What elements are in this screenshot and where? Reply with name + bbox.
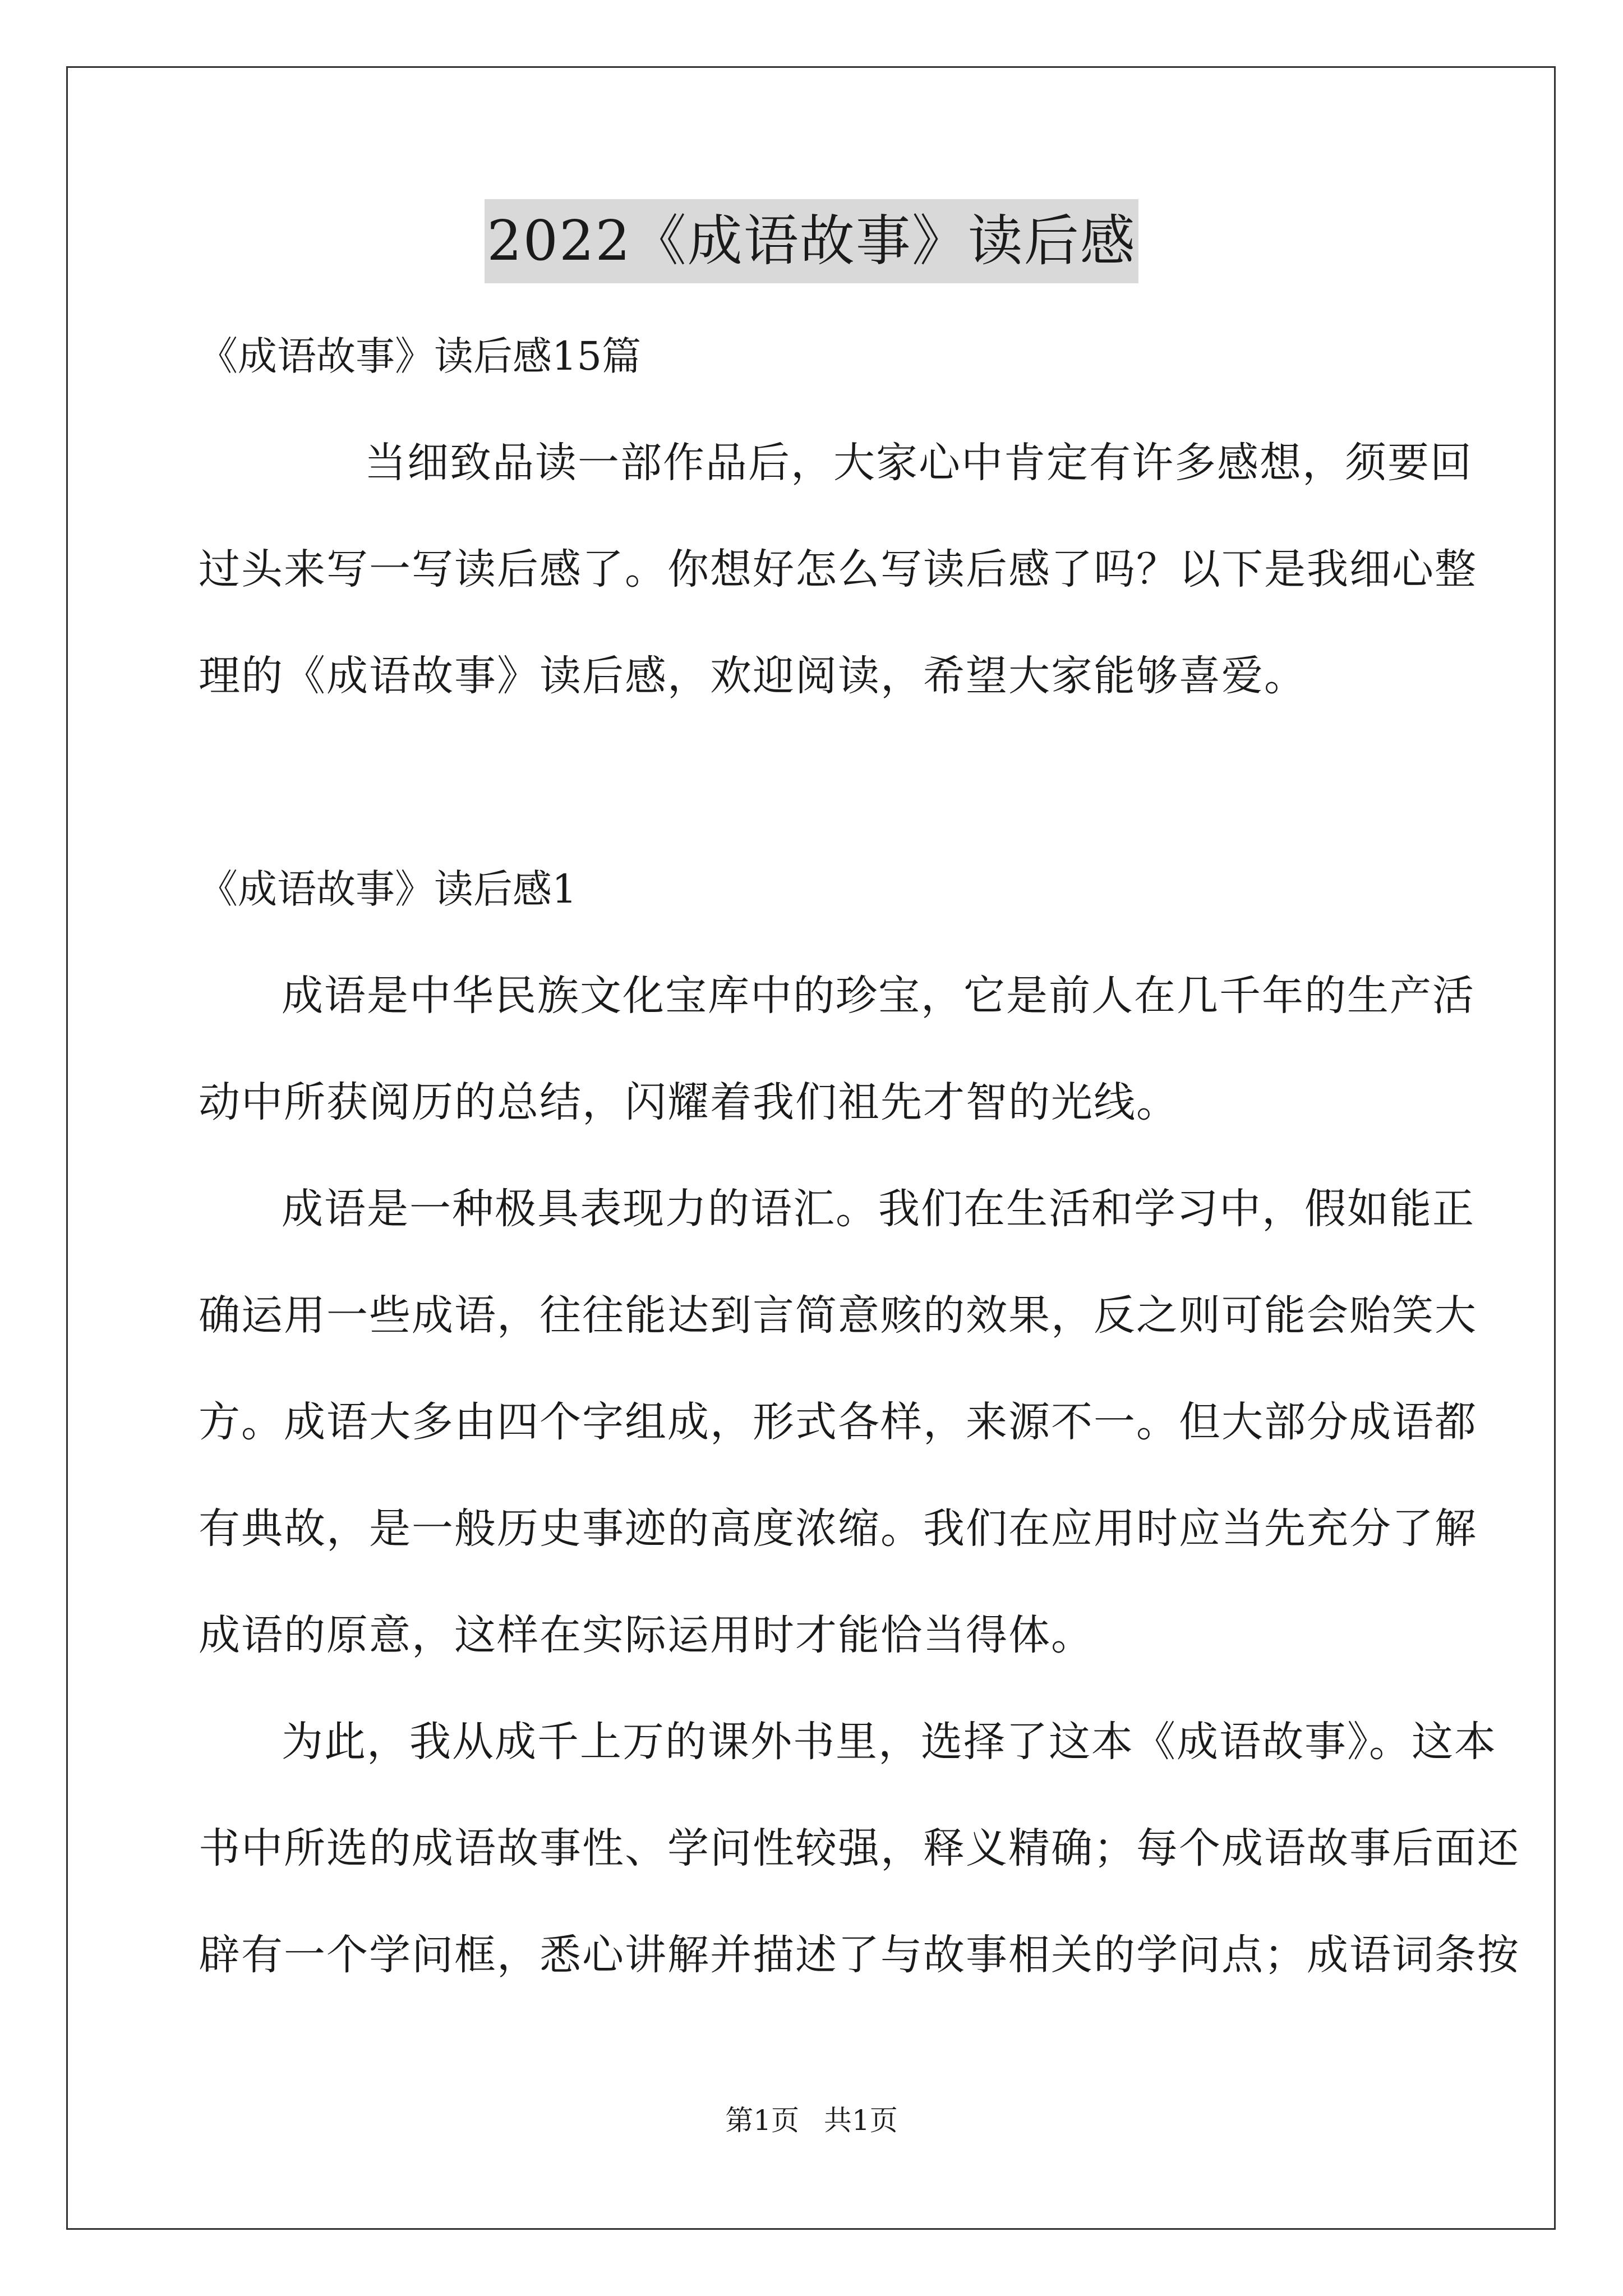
paragraph-line: 书中所选的成语故事性、学问性较强，释义精确；每个成语故事后面还 xyxy=(199,1824,1520,1872)
paragraph-line: 成语是中华民族文化宝库中的珍宝，它是前人在几千年的生产活 xyxy=(282,972,1475,1020)
intro-line: 当细致品读一部作品后，大家心中肯定有许多感想，须要回 xyxy=(365,439,1473,487)
intro-line: 理的《成语故事》读后感，欢迎阅读，希望大家能够喜爱。 xyxy=(199,652,1307,700)
intro-line: 过头来写一写读后感了。你想好怎么写读后感了吗？以下是我细心整 xyxy=(199,545,1477,593)
paragraph-line: 成语是一种极具表现力的语汇。我们在生活和学习中，假如能正 xyxy=(282,1185,1475,1233)
paragraph-line: 有典故，是一般历史事迹的高度浓缩。我们在应用时应当先充分了解 xyxy=(199,1504,1477,1553)
paragraph xyxy=(199,1156,1477,1688)
paragraph-line: 动中所获阅历的总结，闪耀着我们祖先才智的光线。 xyxy=(199,1078,1179,1126)
blank-line xyxy=(199,729,1430,836)
title-wrap xyxy=(0,199,1623,283)
paragraph-line: 辟有一个学问框，悉心讲解并描述了与故事相关的学问点；成语词条按 xyxy=(199,1931,1520,1979)
subtitle: 《成语故事》读后感15篇 xyxy=(199,333,642,379)
page-number-total: 共1页 xyxy=(823,2104,898,2137)
paragraph-line: 成语的原意，这样在实际运用时才能恰当得体。 xyxy=(199,1611,1094,1659)
page-footer xyxy=(0,2098,1623,2143)
section-heading: 《成语故事》读后感1 xyxy=(199,866,577,912)
page-number-current: 第1页 xyxy=(725,2104,800,2137)
intro-paragraph xyxy=(199,409,1477,729)
paragraph xyxy=(199,1688,1520,2008)
paragraph-line: 为此，我从成千上万的课外书里，选择了这本《成语故事》。这本 xyxy=(282,1718,1497,1766)
document-title: 2022《成语故事》读后感 xyxy=(485,199,1138,283)
paragraph xyxy=(199,942,1475,1156)
paragraph-line: 确运用一些成语，往往能达到言简意赅的效果，反之则可能会贻笑大 xyxy=(199,1291,1477,1340)
document-body xyxy=(199,303,1520,2008)
paragraph-line: 方。成语大多由四个字组成，形式各样，来源不一。但大部分成语都 xyxy=(199,1398,1477,1446)
